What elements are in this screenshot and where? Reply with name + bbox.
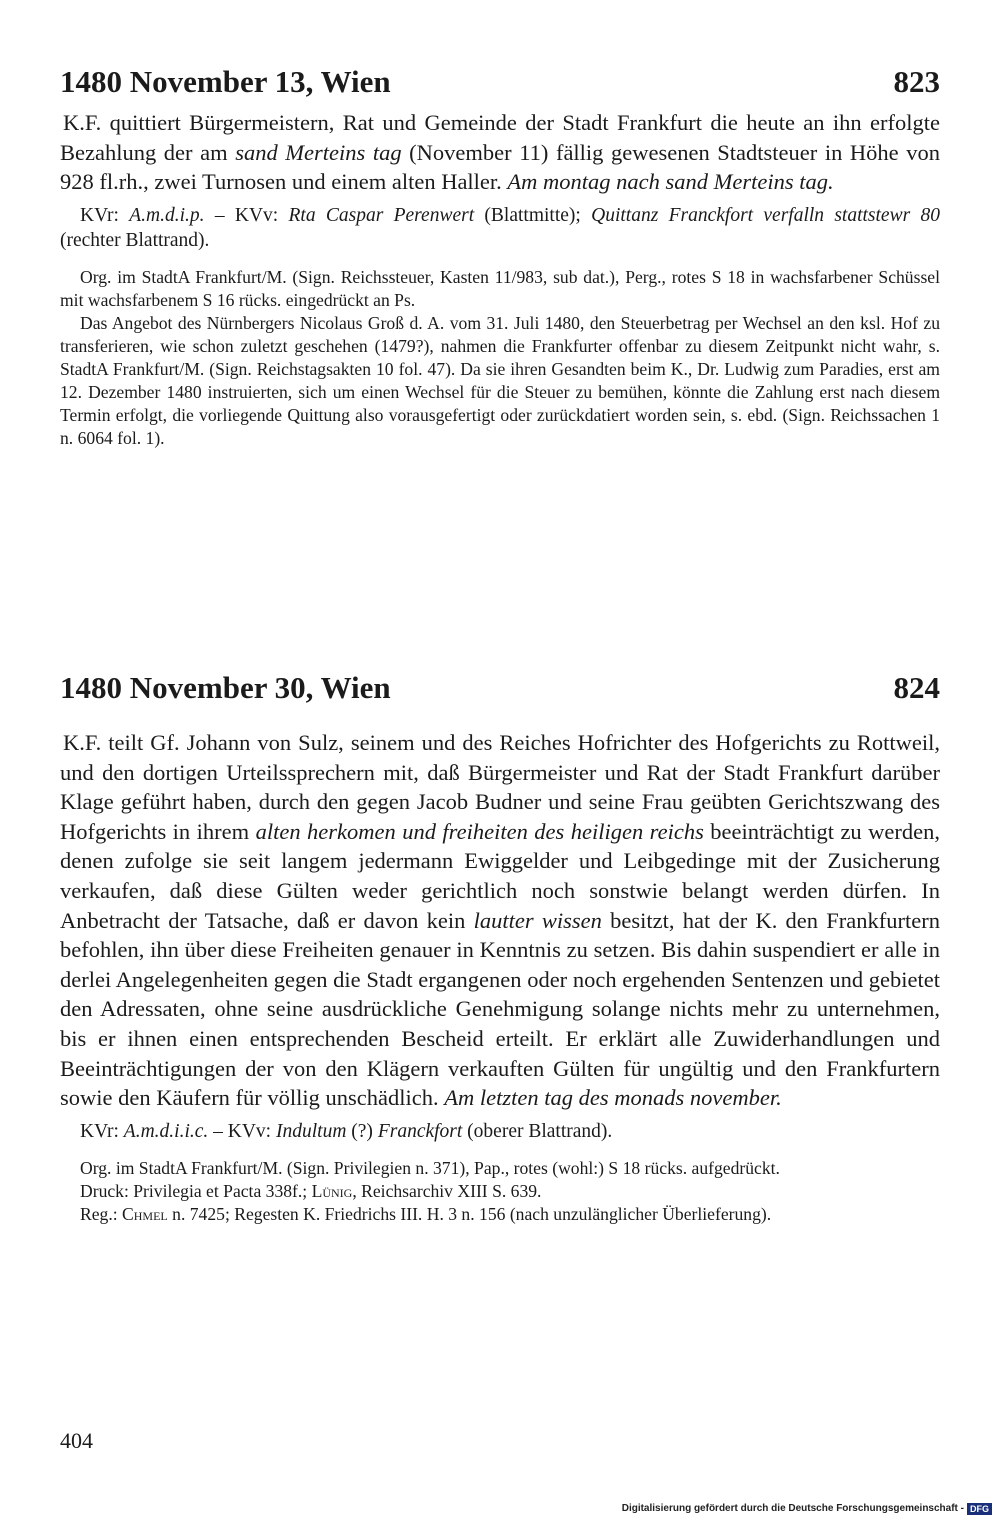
entry-number: 823: [893, 64, 940, 99]
credit-text: Digitalisierung gefördert durch die Deutsche Forschungsgemeinschaft -: [621, 1503, 964, 1514]
entry-number: 824: [893, 670, 940, 705]
entry-kanzleivermerk: KVr: A.m.d.i.p. – KVv: Rta Caspar Perenwert (Blattmitte); Quittanz Franckfort verfalln stattstewr 80 (rechter Blattrand).: [60, 204, 940, 251]
entry-heading: [60, 62, 940, 102]
entry-summary: K.F. teilt Gf. Johann von Sulz, seinem und des Reiches Hofrichter des Hofgerichts zu Rottweil, und den dortigen Urteilssprechern mit, daß Bürgermeister und Rat der Stadt Frankfurt darüber Klage geführt haben, durch den gegen Jacob Budner und seine Frau geübten Gerichtszwang des Hofgerichts in ihrem alten herkomen und freiheiten des heiligen reichs beeinträchtigt zu werden, denen zufolge sie seit langem jedermann Ewiggelder und Leibgedinge mit der Zusicherung verkaufen, daß diese Gülten weder gerichtlich noch sonstwie belangt werden dürfen. In Anbetracht der Tatsache, daß er davon kein lautter wissen besitzt, hat der K. den Frankfurtern befohlen, ihn über diese Freiheiten genauer in Kenntnis zu setzen. Bis dahin suspendiert er alle in derlei Angelegenheiten gegen die Stadt ergangenen oder noch ergehenden Sentenzen und gebietet den Adressaten, ohne seine ausdrückliche Genehmigung solange nichts mehr zu unternehmen, bis er ihnen einen entsprechenden Bescheid erteilt. Er erklärt alle Zuwiderhandlungen und Beeinträchtigungen der von den Klägern verkauften Gülten für ungültig und den Frankfurtern sowie den Käufern für völlig unschädlich. Am letzten tag des monads november.: [60, 730, 940, 1111]
entry-date-place: 1480 November 13, Wien: [60, 64, 391, 99]
entry-kanzleivermerk: KVr: A.m.d.i.i.c. – KVv: Indultum (?) Franckfort (oberer Blattrand).: [80, 1120, 613, 1142]
entry-note-regest: Reg.: Chmel n. 7425; Regesten K. Friedrichs III. H. 3 n. 156 (nach unzulänglicher Überlieferung).: [80, 1203, 772, 1224]
entry-note-original: Org. im StadtA Frankfurt/M. (Sign. Reichssteuer, Kasten 11/983, sub dat.), Perg., rotes S 18 in wachsfarbener Schüssel mit wachsfarbenem S 16 rücks. eingedrückt an Ps.: [60, 266, 940, 310]
author-name: Lünig: [311, 1180, 353, 1201]
regest-entry-823: [60, 62, 940, 450]
author-name: Chmel: [122, 1203, 168, 1224]
entry-note-druck: Druck: Privilegia et Pacta 338f.; Lünig, Reichsarchiv XIII S. 639.: [80, 1180, 542, 1201]
digitization-credit: [622, 1502, 992, 1516]
page-number: 404: [60, 1428, 93, 1453]
regest-entry-824: [60, 668, 940, 1226]
entry-summary: K.F. quittiert Bürgermeistern, Rat und Gemeinde der Stadt Frankfurt die heute an ihn erfolgte Bezahlung der am sand Merteins tag (November 11) fällig gewesenen Stadtsteuer in Höhe von 928 fl.rh., zwei Turnosen und einem alten Haller. Am montag nach sand Merteins tag.: [60, 110, 941, 195]
entry-date-place: 1480 November 30, Wien: [60, 670, 391, 705]
entry-note-commentary: Das Angebot des Nürnbergers Nicolaus Groß d. A. vom 31. Juli 1480, den Steuerbetrag per Wechsel an den ksl. Hof zu transferieren, wie schon zuletzt geschehen (1479?), nahmen die Frankfurter offenbar zu diesem Zeitpunkt nicht wahr, s. StadtA Frankfurt/M. (Sign. Reichstagsakten 10 fol. 47). Da sie ihren Gesandten beim K., Dr. Ludwig zum Paradies, erst am 12. Dezember 1480 instruierten, sich um einen Wechsel für die Steuer zu bemühen, könnte die Zahlung erst nach diesem Termin erfolgt, die vorliegende Quittung also vorausgefertigt oder zurückdatiert worden sein, s. ebd. (Sign. Reichssachen 1 n. 6064 fol. 1).: [60, 312, 940, 448]
entry-note-original: Org. im StadtA Frankfurt/M. (Sign. Privilegien n. 371), Pap., rotes (wohl:) S 18 rücks. aufgedrückt.: [80, 1157, 780, 1178]
dfg-logo-icon: DFG: [967, 1503, 992, 1515]
entry-heading: [60, 668, 940, 708]
